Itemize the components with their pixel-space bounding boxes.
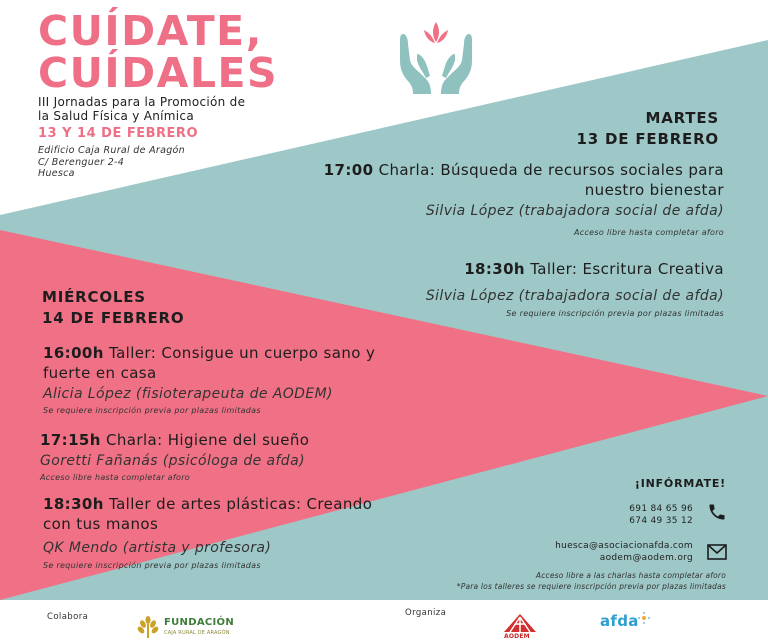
phone-2[interactable]: 674 49 35 12 [629,516,693,526]
wednesday-day: MIÉRCOLES [42,288,146,306]
afda-logo-text: afda [600,612,639,630]
event-time: 17:15h [40,431,101,449]
event-speaker: Silvia López (trabajadora social de afda) [425,288,724,304]
event-time: 18:30h [464,260,526,278]
event-speaker: QK Mendo (artista y profesora) [43,540,272,556]
title-line-1: CUÍDATE, [38,7,263,55]
venue-line-3: Huesca [38,168,75,179]
event-title-line-2: nuestro bienestar [584,181,724,199]
event-speaker: Goretti Fañanás (psicóloga de afda) [40,453,305,469]
hands-lotus-icon [397,14,475,96]
wednesday-date: 14 DE FEBRERO [42,309,185,327]
event-speaker: Silvia Lópe​z (trabajadora social de afda) [425,203,724,219]
wheat-logo-icon [135,616,161,638]
email-1[interactable]: huesca@asociacionafda.com [555,541,693,551]
event-note: Acceso libre hasta completar aforo [574,228,724,237]
event-note: Se requiere inscripción previa por plazas limitadas [43,406,261,415]
title-line-2: CUÍDALES [38,49,279,97]
event-title-line-2: fuerte en casa [43,364,157,382]
venue-line-1: Edificio Caja Rural de Aragón [38,145,185,156]
subtitle-line-2: la Salud Física y Anímica [38,109,194,123]
wednesday-event-3 [43,494,463,570]
fundacion-sub: CAJA RURAL DE ARAGÓN [164,630,230,636]
tuesday-heading [577,108,719,150]
phone-icon [707,502,727,522]
event-title [204,160,724,180]
venue-line-2: C/ Berenguer 2-4 [38,156,125,168]
event-note: Acceso libre hasta completar aforo [40,473,190,482]
event-speaker: Alicia López (fisioterapeuta de AODEM) [43,386,333,402]
email-2[interactable]: aodem@aodem.org [599,553,693,563]
event-time: 18:30h [43,495,104,513]
info-notes [457,570,726,592]
info-note-2: *Para los talleres se requiere inscripción previa por plazas limitadas [456,582,726,591]
event-title [43,494,463,514]
event-title-line-1: Taller: Escritura Creativa [530,260,724,278]
phone-1[interactable]: 691 84 65 96 [629,504,693,514]
event-title [43,343,463,363]
event-dates: 13 Y 14 DE FEBRERO [38,126,198,141]
event-time: 17:00 [323,161,374,179]
phone-numbers [629,503,693,527]
afda-logo-icon [638,612,650,624]
event-title-line-1: Taller: Consigue un cuerpo sano y [109,344,376,362]
event-title [204,259,724,279]
event-time: 16:00h [43,344,104,362]
wednesday-event-1 [43,343,463,415]
tuesday-event-2 [204,259,724,318]
organiza-label: Organiza [405,608,447,618]
wednesday-heading [42,287,184,329]
info-note-1: Acceso libre a las charlas hasta completar aforo [535,571,726,580]
event-title-line-1: Charla: Búsqueda de recursos sociales para [378,161,724,179]
venue-address [38,145,185,180]
event-title-line-1: Charla: Higiene del sueño [106,431,310,449]
footer-bar [0,600,768,644]
subtitle-line-1: III Jornadas para la Promoción de [38,95,246,109]
tuesday-day: MARTES [645,109,719,127]
event-title-line-2: con tus manos [43,515,159,533]
mail-icon [707,544,727,560]
poster-title [38,7,279,97]
poster-subtitle [38,95,245,123]
colabora-label: Colabora [47,612,89,622]
info-heading: ¡INFÓRMATE! [634,477,726,490]
event-note: Se requiere inscripción previa por plazas limitadas [506,309,724,318]
event-note: Se requiere inscripción previa por plazas limitadas [43,561,261,570]
event-title [40,430,460,450]
aodem-logo-text: AODEM [504,633,530,640]
tuesday-event-1 [204,160,724,237]
fundacion-name: FUNDACIÓN [164,617,234,628]
event-title-line-1: Taller de artes plásticas: Creando [109,495,373,513]
email-addresses [555,540,693,564]
tuesday-date: 13 DE FEBRERO [576,130,719,148]
wednesday-event-2 [40,430,460,482]
